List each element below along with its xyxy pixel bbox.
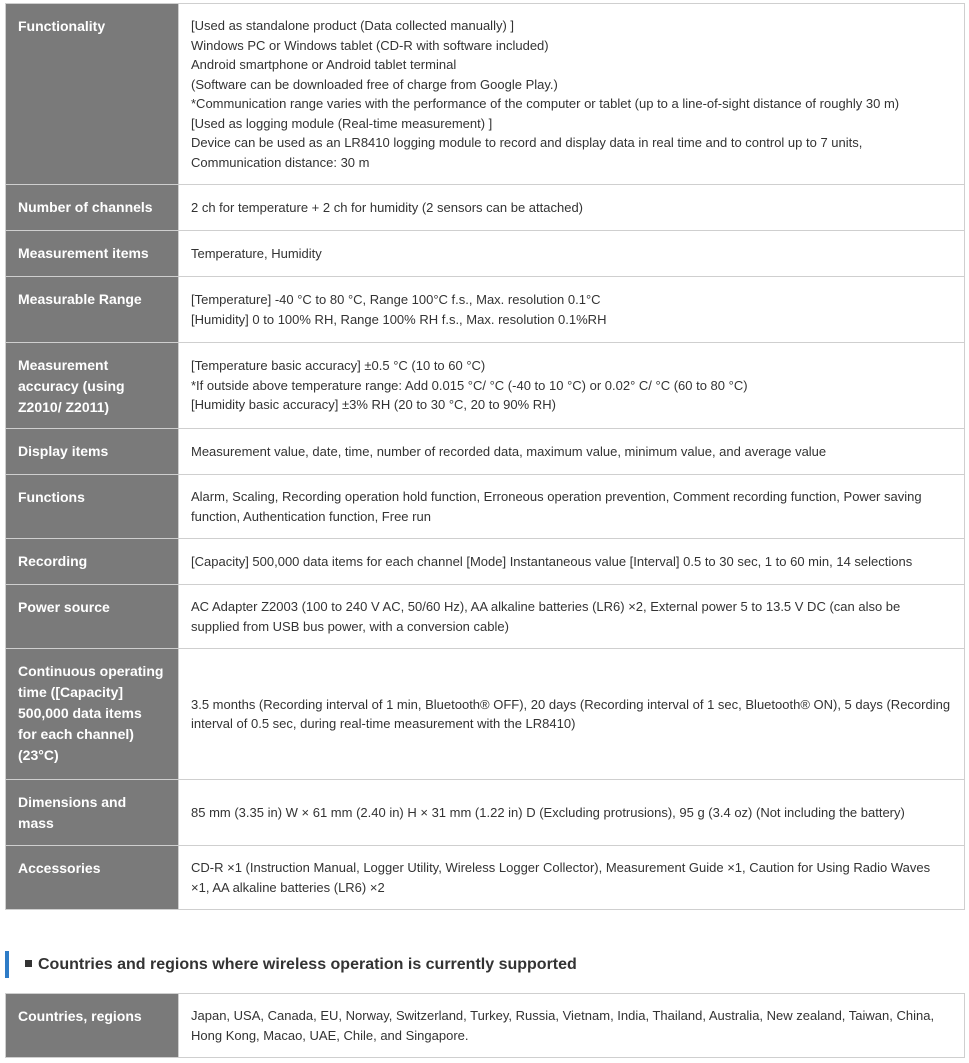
table-row	[6, 185, 965, 231]
spec-table	[5, 3, 965, 910]
row-label	[6, 475, 179, 539]
row-value-line: Measurement value, date, time, number of recorded data, maximum value, minimum value, and average value	[191, 443, 827, 459]
row-label-line: for each channel)	[18, 726, 134, 742]
row-label	[6, 846, 179, 910]
row-value	[179, 185, 965, 231]
table-row	[6, 846, 965, 910]
row-value	[179, 475, 965, 539]
row-label-line: Measurement items	[18, 245, 149, 261]
row-label-line: Number of channels	[18, 199, 153, 215]
table-row	[6, 4, 965, 185]
row-value-line: CD-R ×1 (Instruction Manual, Logger Utility, Wireless Logger Collector), Measurement Guide ×1, Caution for Using Radio Waves	[191, 860, 931, 875]
row-label-line: (23°C)	[18, 747, 59, 763]
row-label-line: Display items	[18, 443, 109, 459]
row-label	[6, 277, 179, 343]
row-label	[6, 231, 179, 277]
row-value-line: Windows PC or Windows tablet (CD-R with software included)	[191, 37, 549, 53]
row-value	[179, 994, 965, 1058]
row-value-line: Communication distance: 30 m	[191, 154, 370, 170]
row-label-line: Countries, regions	[18, 1008, 142, 1024]
row-label-line: Measurement	[18, 357, 109, 373]
row-value	[179, 231, 965, 277]
row-value	[179, 429, 965, 475]
table-row	[6, 539, 965, 585]
row-label-line: 500,000 data items	[18, 705, 142, 721]
section-heading	[5, 951, 577, 978]
table-row	[6, 994, 965, 1058]
table-row	[6, 231, 965, 277]
row-value	[179, 4, 965, 185]
row-label	[6, 649, 179, 780]
row-label	[6, 585, 179, 649]
row-label-line: Dimensions and	[18, 794, 127, 810]
row-value-line: [Humidity] 0 to 100% RH, Range 100% RH f.s., Max. resolution 0.1%RH	[191, 311, 607, 327]
row-value-line: ×1, AA alkaline batteries (LR6) ×2	[191, 879, 385, 895]
row-value-line: Device can be used as an LR8410 logging module to record and display data in real time and to control up to 7 units,	[191, 135, 863, 150]
table-row	[6, 780, 965, 846]
row-label-line: Functionality	[18, 18, 106, 34]
row-label	[6, 4, 179, 185]
row-value-line: Android smartphone or Android tablet terminal	[191, 57, 457, 72]
row-label	[6, 780, 179, 846]
row-label	[6, 429, 179, 475]
row-value-line: supplied from USB bus power, with a conversion cable)	[191, 618, 509, 634]
table-row	[6, 343, 965, 429]
spec-table-body	[6, 4, 965, 910]
row-value-line: (Software can be downloaded free of charge from Google Play.)	[191, 76, 558, 92]
row-value-line: [Capacity] 500,000 data items for each channel [Mode] Instantaneous value [Interval] 0.5 to 30 sec, 1 to 60 min, 14 selections	[191, 553, 913, 569]
table-row	[6, 475, 965, 539]
row-value	[179, 343, 965, 429]
row-value-line: *Communication range varies with the performance of the computer or tablet (up to a line-of-sight distance of roughly 30 m)	[191, 96, 900, 111]
row-label-line: mass	[18, 815, 54, 831]
row-label-line: Measurable Range	[18, 291, 142, 307]
row-label-line: Continuous operating	[18, 663, 164, 679]
table-row	[6, 585, 965, 649]
countries-table-body	[6, 994, 965, 1058]
table-row	[6, 649, 965, 780]
row-value	[179, 277, 965, 343]
square-bullet-icon	[25, 960, 32, 967]
row-label	[6, 185, 179, 231]
row-value-line: Temperature, Humidity	[191, 245, 322, 261]
row-label-line: Recording	[18, 553, 88, 569]
row-value-line: interval of 0.5 sec, during real-time measurement with the LR8410)	[191, 716, 576, 731]
row-label-line: accuracy (using	[18, 378, 125, 394]
row-value	[179, 780, 965, 846]
row-value-line: AC Adapter Z2003 (100 to 240 V AC, 50/60 Hz), AA alkaline batteries (LR6) ×2, External power 5 to 13.5 V DC (can also be	[191, 599, 901, 614]
row-label-line: Functions	[18, 489, 85, 505]
row-value-line: [Temperature] -40 °C to 80 °C, Range 100°C f.s., Max. resolution 0.1°C	[191, 292, 601, 307]
section-title-text: Countries and regions where wireless operation is currently supported	[38, 956, 577, 973]
row-label	[6, 343, 179, 429]
row-label	[6, 994, 179, 1058]
row-value-line: [Used as standalone product (Data collected manually) ]	[191, 18, 515, 33]
row-value	[179, 539, 965, 585]
row-label	[6, 539, 179, 585]
row-value	[179, 846, 965, 910]
row-value-line: Alarm, Scaling, Recording operation hold function, Erroneous operation prevention, Comment recording function, Power saving	[191, 489, 922, 504]
row-value-line: [Temperature basic accuracy] ±0.5 °C (10 to 60 °C)	[191, 358, 486, 374]
table-row	[6, 277, 965, 343]
row-value-line: [Humidity basic accuracy] ±3% RH (20 to 30 °C, 20 to 90% RH)	[191, 397, 556, 413]
row-value-line: function, Authentication function, Free run	[191, 508, 431, 524]
row-label-line: time ([Capacity]	[18, 684, 124, 700]
row-value-line: Hong Kong, Macao, UAE, Chile, and Singapore.	[191, 1027, 469, 1043]
table-row	[6, 429, 965, 475]
row-label-line: Power source	[18, 599, 110, 615]
row-value-line: 2 ch for temperature + 2 ch for humidity (2 sensors can be attached)	[191, 199, 584, 215]
row-label-line: Z2010/ Z2011)	[18, 399, 110, 415]
row-label-line: Accessories	[18, 860, 101, 876]
row-value	[179, 649, 965, 780]
row-value-line: 85 mm (3.35 in) W × 61 mm (2.40 in) H × 31 mm (1.22 in) D (Excluding protrusions), 95 g (3.4 oz) (Not including the battery)	[191, 804, 905, 820]
countries-table	[5, 993, 965, 1058]
row-value-line: [Used as logging module (Real-time measurement) ]	[191, 115, 493, 131]
row-value-line: Japan, USA, Canada, EU, Norway, Switzerland, Turkey, Russia, Vietnam, India, Thailand, Australia, New zealand, Taiwan, China,	[191, 1008, 935, 1023]
row-value-line: 3.5 months (Recording interval of 1 min, Bluetooth® OFF), 20 days (Recording interval of 1 sec, Bluetooth® ON), 5 days (Recording	[191, 696, 951, 712]
row-value	[179, 585, 965, 649]
row-value-line: *If outside above temperature range: Add 0.015 °C/ °C (-40 to 10 °C) or 0.02° C/ °C (60 to 80 °C)	[191, 377, 748, 393]
